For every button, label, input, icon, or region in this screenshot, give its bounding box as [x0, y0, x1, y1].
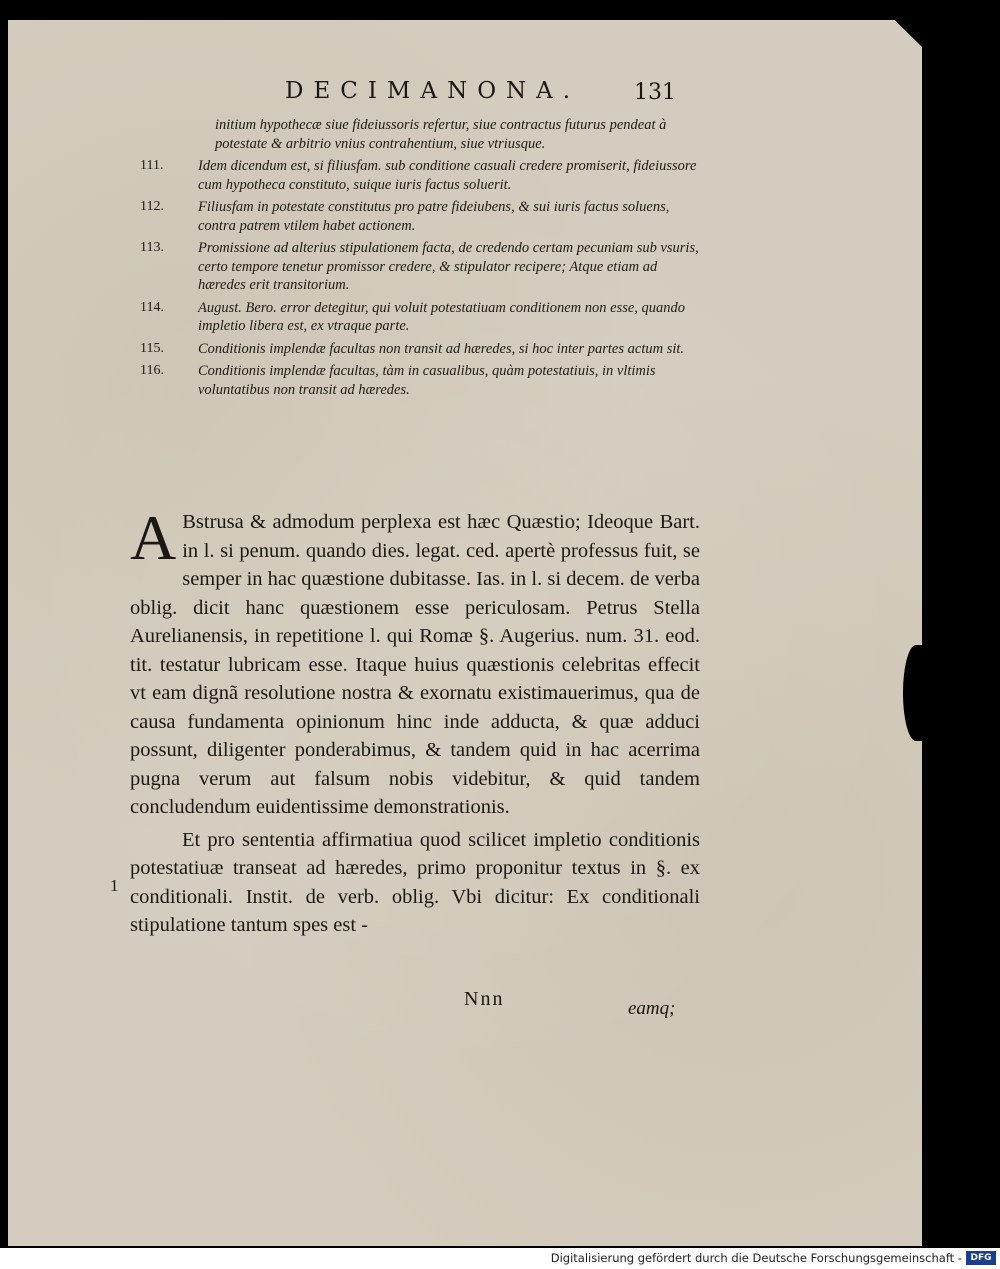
running-head: DECIMANONA.	[285, 78, 581, 104]
summary-entry	[140, 239, 700, 295]
summary-entry-text: Conditionis implendæ facultas, tàm in casualibus, quàm potestatiuis, in vltimis voluntatibus non transit ad hæredes.	[198, 363, 656, 398]
catchword: eamq;	[628, 998, 676, 1019]
main-text	[130, 502, 700, 940]
dfg-logo: DFG	[966, 1251, 996, 1265]
summary-entry-number: 111.	[140, 158, 164, 173]
digitization-footer	[0, 1248, 1000, 1269]
summary-entry-number: 113.	[140, 240, 164, 255]
summary-entry	[140, 362, 700, 399]
margin-number: 1	[110, 876, 119, 895]
page-number: 131	[634, 80, 676, 105]
summary-entry	[140, 198, 700, 235]
paragraph-2	[130, 826, 700, 940]
summary-entry-text: Filiusfam in potestate constitutus pro patre fideiubens, & sui iuris factus soluens, contra patrem vtilem habet actionem.	[198, 199, 670, 234]
summary-entry	[140, 340, 700, 359]
funding-credit: Digitalisierung gefördert durch die Deutsche Forschungsgemeinschaft -	[550, 1251, 962, 1265]
paragraph-1-text: Bstrusa & admodum perplexa est hæc Quæstio; Ideoque Bart. in l. si penum. quando dies. legat. ced. apertè professus fuit, se semper in hac quæstione dubitasse. Ias. in l. si decem. de verba oblig. dicit hanc quæstionem esse periculosam. Petrus Stella Aurelianensis, in repetitione l. qui Romæ §. Augerius. num. 31. eod. tit. testatur lubricam esse. Itaque huius quæstionis celebritas effecit vt eam dignã resolutione nostra & exornatu existimauerimus, qua de causa fundamenta opinionum hinc inde adducta, & quæ adduci possunt, diligenter ponderabimus, & tandem quid in hac acerrima pugna verum aut falsum nobis videbitur, & quid tandem concludendum euidentissime demonstrationis.	[130, 511, 700, 818]
paragraph-1	[130, 502, 700, 822]
summary-entry-text: Promissione ad alterius stipulationem facta, de credendo certam pecuniam sub vsuris, certo tempore tenetur promissor credere, & stipulator recipere; Atque etiam ad hæredes erit transitorium.	[198, 240, 699, 293]
paragraph-2-text: Et pro sententia affirmatiua quod scilicet impletio conditionis potestatiuæ transeat ad hæredes, primo proponitur textus in §. ex conditionali. Instit. de verb. oblig. Vbi dicitur: Ex conditionali stipulatione tantum spes est -	[130, 828, 700, 936]
summary-entry	[140, 116, 700, 153]
summary-entry-text: August. Bero. error detegitur, qui voluit potestatiuam conditionem non esse, quando impletio libera est, ex vtraque parte.	[198, 299, 686, 334]
summary-entry-text: Conditionis implendæ facultas non transit ad hæredes, si hoc inter partes actum sit.	[198, 340, 685, 357]
summary-entry-number: 116.	[140, 363, 164, 378]
summary-entry	[140, 299, 700, 336]
summary-entry-number: 114.	[140, 299, 164, 315]
signature-mark: Nnn	[464, 988, 505, 1010]
summary-entry	[140, 157, 700, 194]
summary-entry-text: initium hypothecæ siue fideiussoris refertur, siue contractus futurus pendeat à potestate & arbitrio vnius contrahentium, siue vtriusque.	[215, 117, 667, 152]
summary-entry-number: 112.	[140, 199, 164, 214]
summary-entry-text: Idem dicendum est, si filiusfam. sub conditione casuali credere promiserit, fideiussore cum hypotheca constituto, suique iuris factus soluerit.	[198, 158, 697, 193]
summary-list	[140, 116, 700, 403]
summary-entry-number: 115.	[140, 340, 164, 356]
page-edge-notch	[903, 645, 929, 741]
drop-cap: A	[130, 502, 177, 573]
